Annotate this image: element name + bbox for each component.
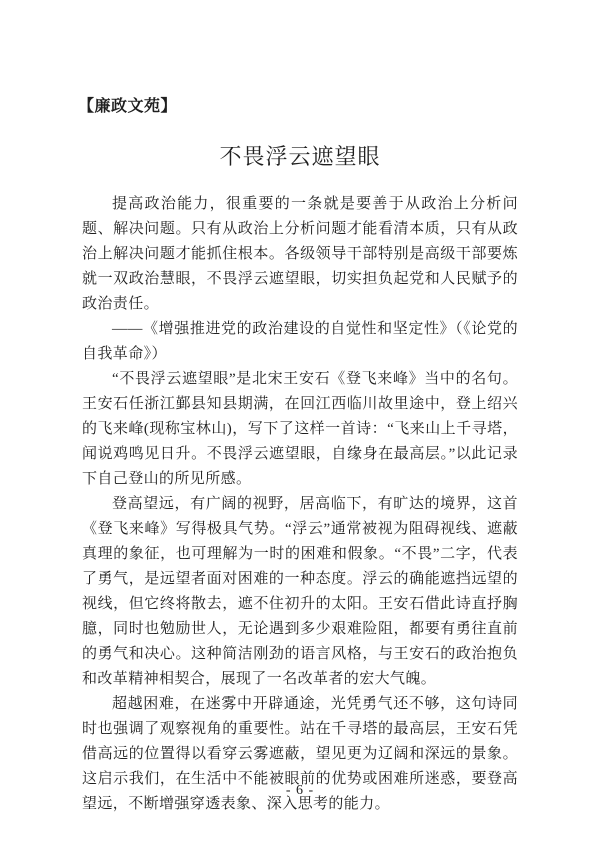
paragraph-analysis: 登高望远，有广阔的视野，居高临下，有旷达的境界，这首《登飞来峰》写得极具气势。“浮云”通常被视为阻碍视线、遮蔽真理的象征，也可理解为一时的困难和假象。“不畏”二字，代表了勇气，是远望者面对困难的一种态度。浮云的确能遮挡远望的视线，但它终将散去，遮不住初升的太阳。王安石借此诗直抒胸臆，同时也勉励世人，无论遇到多少艰难险阻，都要有勇往直前的勇气和决心。这种简洁刚劲的语言风格，与王安石的政治抱负和改革精神相契合，展现了一名改革者的宏大气魄。 [82, 496, 518, 687]
section-label: 【廉政文苑】 [78, 98, 178, 115]
paragraph-attribution: ——《增强推进党的政治建设的自觉性和坚定性》（《论党的自我革命》） [82, 321, 518, 362]
paragraph-origin: “不畏浮云遮望眼”是北宋王安石《登飞来峰》当中的名句。王安石任浙江鄞县知县期满，在回江西临川故里途中，登上绍兴的飞来峰(现称宝林山)，写下了这样一首诗：“飞来山上千寻塔，闻说鸡鸣见日升。不畏浮云遮望眼，自缘身在最高层。”以此记录下自己登山的所见所感。 [82, 371, 518, 487]
paragraph-quote: 提高政治能力，很重要的一条就是要善于从政治上分析问题、解决问题。只有从政治上分析问题才能看清本质，只有从政治上解决问题才能抓住根本。各级领导干部特别是高级干部要炼就一双政治慧眼，不畏浮云遮望眼，切实担负起党和人民赋予的政治责任。 [82, 196, 518, 312]
paragraph-conclusion: 超越困难，在迷雾中开辟通途，光凭勇气还不够，这句诗同时也强调了观察视角的重要性。站在千寻塔的最高层，王安石凭借高远的位置得以看穿云雾遮蔽，望见更为辽阔和深远的景象。这启示我们，在生活中不能被眼前的优势或困难所迷惑，要登高望远，不断增强穿透表象、深入思考的能力。 [82, 696, 518, 812]
article-body [82, 192, 518, 817]
page-title: 不畏浮云遮望眼 [219, 144, 381, 169]
page-number: - 6 - [285, 783, 315, 798]
